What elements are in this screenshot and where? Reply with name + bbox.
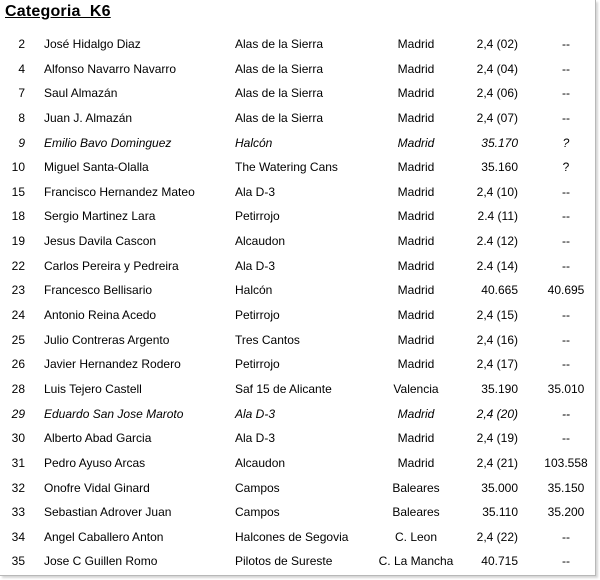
club-name: Halcones de Segovia [235,529,349,544]
table-row [0,451,596,476]
region-name: Madrid [397,234,435,249]
region-name: Madrid [397,184,435,199]
competitor-number: 7 [18,86,25,101]
competitor-number: 9 [18,135,25,150]
table-row [0,549,596,574]
club-name: Ala D-3 [235,184,276,199]
region-name: Madrid [397,357,435,372]
score-primary: 2,4 (19) [476,431,518,446]
table-row [0,476,596,501]
score-secondary: ? [562,160,570,175]
score-secondary: -- [562,308,570,323]
competitor-name: Emilio Bavo Dominguez [44,135,172,150]
competitor-number: 28 [11,381,25,396]
competitor-name: Julio Contreras Argento [44,332,170,347]
score-primary: 2,4 (21) [476,455,518,470]
competitor-name: Luis Tejero Castell [44,381,142,396]
club-name: Campos [235,505,280,520]
club-name: Alas de la Sierra [235,37,324,51]
competitor-name: Pedro Ayuso Arcas [44,455,146,470]
score-primary: 35.170 [481,135,518,150]
table-row [0,204,596,229]
competitor-name: Sebastian Adrover Juan [44,505,172,520]
region-name: Madrid [397,110,435,125]
club-name: Ala D-3 [235,406,276,421]
page-title: Categoria K6 [5,3,111,20]
competitor-number: 23 [11,283,25,298]
competitor-number: 22 [11,258,25,273]
table-row [0,180,596,205]
table-row [0,229,596,254]
competitor-number: 29 [11,406,25,421]
region-name: Baleares [392,480,440,495]
region-name: Madrid [397,135,435,150]
competitor-name: José Hidalgo Diaz [44,37,141,51]
club-name: Petirrojo [235,308,280,323]
competitor-name: Carlos Pereira y Pedreira [44,258,179,273]
score-primary: 35.160 [481,160,518,175]
score-primary: 40.665 [481,283,518,298]
club-name: Alcaudon [235,455,286,470]
score-secondary: -- [562,37,570,51]
competitor-name: Javier Hernandez Rodero [44,357,181,372]
score-secondary: -- [562,529,570,544]
competitor-number: 33 [11,505,25,520]
club-name: Petirrojo [235,357,280,372]
competitor-name: Eduardo San Jose Maroto [44,406,184,421]
score-primary: 2,4 (04) [476,61,518,76]
score-secondary: -- [562,332,570,347]
club-name: Campos [235,480,280,495]
region-name: Madrid [397,86,435,101]
competitor-number: 4 [18,61,25,76]
competitor-number: 2 [18,37,25,51]
region-name: C. La Mancha [378,554,454,569]
club-name: Ala D-3 [235,431,276,446]
score-secondary: -- [562,258,570,273]
competitor-number: 30 [11,431,25,446]
region-name: Madrid [397,283,435,298]
club-name: Tres Cantos [235,332,300,347]
score-secondary: -- [562,234,570,249]
club-name: Halcón [235,283,273,298]
club-name: Alas de la Sierra [235,110,324,125]
region-name: Madrid [397,209,435,224]
score-primary: 40.715 [481,554,518,569]
competitor-number: 19 [11,234,25,249]
score-primary: 2,4 (17) [476,357,518,372]
score-primary: 2,4 (02) [476,37,518,51]
competitor-number: 10 [11,160,25,175]
table-row [0,278,596,303]
score-primary: 2.4 (12) [476,234,518,249]
score-primary: 2,4 (10) [476,184,518,199]
table-row [0,328,596,353]
region-name: Madrid [397,160,435,175]
score-secondary: -- [562,406,570,421]
competitor-name: Jose C Guillen Romo [44,554,158,569]
club-name: Alas de la Sierra [235,61,324,76]
score-primary: 2.4 (11) [477,209,518,224]
table-row [0,57,596,82]
competitor-number: 15 [11,184,25,199]
table-row [0,106,596,131]
club-name: Alas de la Sierra [235,86,324,101]
score-secondary: -- [562,357,570,372]
score-secondary: -- [562,209,570,224]
competitor-name: Angel Caballero Anton [44,529,164,544]
table-row [0,352,596,377]
score-primary: 2,4 (15) [476,308,518,323]
region-name: Madrid [397,308,435,323]
table-row [0,131,596,156]
competitor-name: Juan J. Almazán [44,110,133,125]
table-row [0,426,596,451]
score-secondary: -- [562,61,570,76]
competitor-name: Saul Almazán [44,86,118,101]
score-secondary: 40.695 [547,283,585,298]
competitor-name: Onofre Vidal Ginard [44,480,150,495]
table-row [0,500,596,525]
competitor-number: 25 [11,332,25,347]
region-name: Valencia [393,381,439,396]
score-secondary: ? [562,135,570,150]
score-secondary: -- [562,86,570,101]
score-primary: 35.110 [482,505,518,520]
table-row [0,525,596,550]
region-name: Madrid [397,61,435,76]
region-name: Madrid [397,455,435,470]
competitor-number: 18 [11,209,25,224]
competitor-number: 31 [11,455,25,470]
competitor-name: Francisco Hernandez Mateo [44,184,195,199]
region-name: Madrid [397,332,435,347]
score-primary: 2,4 (20) [476,406,518,421]
score-primary: 2,4 (22) [476,529,518,544]
score-primary: 2,4 (06) [476,86,518,101]
club-name: Halcón [235,135,273,150]
club-name: Ala D-3 [235,258,276,273]
table-row [0,81,596,106]
club-name: Alcaudon [235,234,286,249]
club-name: Saf 15 de Alicante [235,381,332,396]
competitor-name: Jesus Davila Cascon [44,234,157,249]
score-secondary: 103.558 [544,455,588,470]
table-row [0,254,596,279]
score-secondary: 35.150 [547,480,585,495]
score-secondary: 35.010 [547,381,585,396]
score-secondary: -- [562,110,570,125]
competitor-name: Miguel Santa-Olalla [44,160,149,175]
club-name: Petirrojo [235,209,280,224]
score-primary: 2,4 (07) [476,110,518,125]
competitor-number: 34 [11,529,25,544]
region-name: Baleares [392,505,440,520]
table-row [0,303,596,328]
competitor-number: 32 [11,480,25,495]
region-name: Madrid [397,258,435,273]
score-secondary: -- [562,554,570,569]
competitor-name: Antonio Reina Acedo [44,308,157,323]
region-name: Madrid [397,406,435,421]
competitor-number: 24 [11,308,25,323]
competitor-name: Alfonso Navarro Navarro [44,61,177,76]
club-name: Pilotos de Sureste [235,554,333,569]
competitor-name: Alberto Abad Garcia [44,431,152,446]
club-name: The Watering Cans [235,160,338,175]
competitor-number: 8 [18,110,25,125]
table-row [0,32,596,57]
region-name: C. Leon [394,529,438,544]
table-row [0,402,596,427]
score-secondary: -- [562,431,570,446]
table-row [0,155,596,180]
region-name: Madrid [397,37,435,51]
competitor-number: 35 [11,554,25,569]
competitor-number: 26 [11,357,25,372]
score-primary: 35.190 [481,381,518,396]
score-primary: 2,4 (16) [476,332,518,347]
score-primary: 35.000 [481,480,518,495]
score-primary: 2.4 (14) [476,258,518,273]
competitor-name: Francesco Bellisario [44,283,153,298]
score-secondary: 35.200 [547,505,585,520]
table-row [0,377,596,402]
region-name: Madrid [397,431,435,446]
score-secondary: -- [562,184,570,199]
results-table [0,32,596,574]
competitor-name: Sergio Martinez Lara [44,209,156,224]
